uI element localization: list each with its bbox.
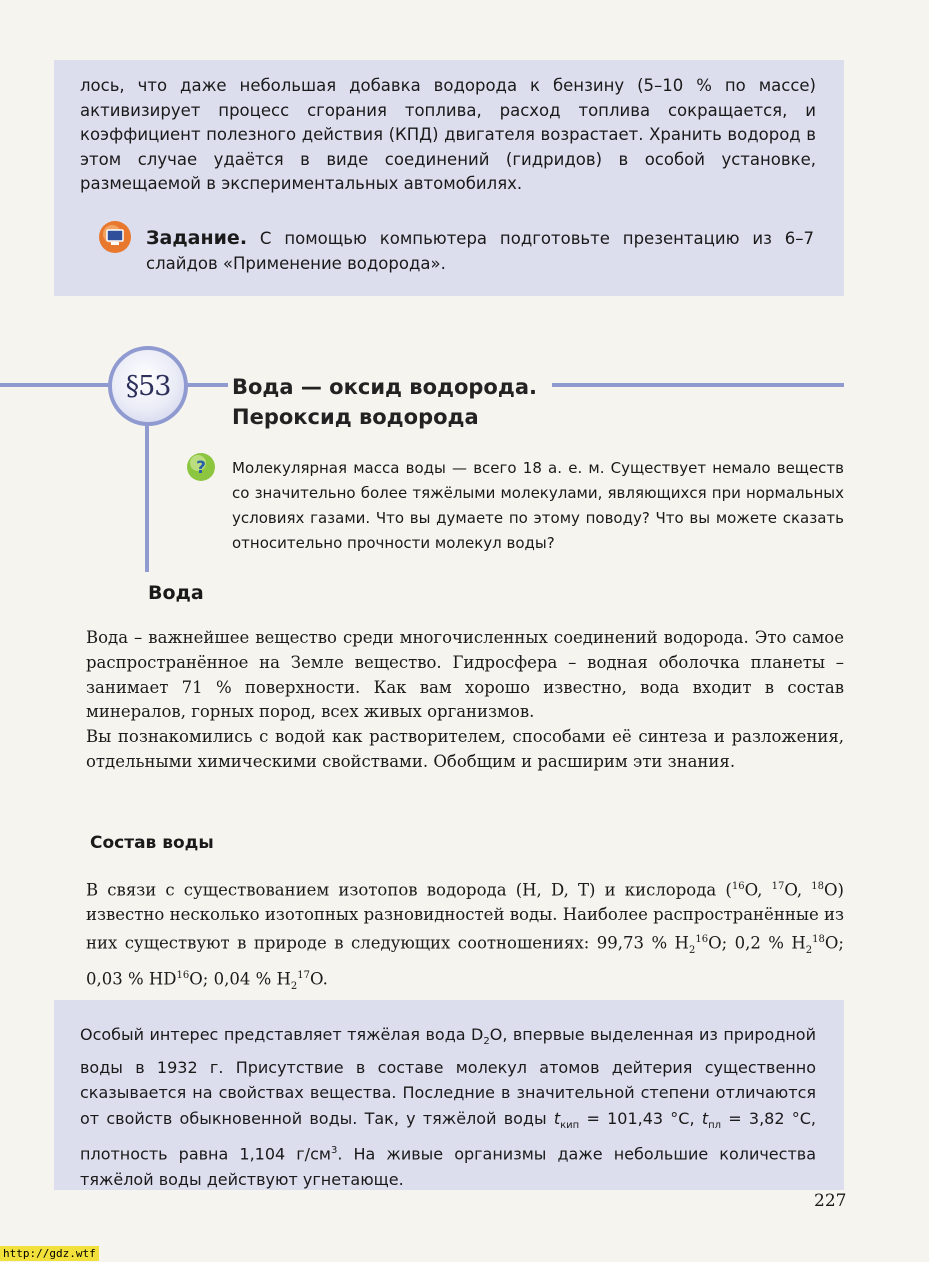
section-title-line2: Пероксид водорода bbox=[232, 405, 479, 429]
watermark-link[interactable]: http://gdz.wtf bbox=[0, 1246, 99, 1261]
section-line-right bbox=[188, 383, 228, 387]
computer-task-icon bbox=[98, 220, 132, 254]
intro-question: Молекулярная масса воды — всего 18 а. е. м. Существует немало веществ со значительно более тяжёлыми молекулами, являющихся при нормальных условиях газами. Что вы думаете по этому поводу? Что вы можете сказать относительно прочности молекул воды? bbox=[232, 459, 844, 552]
question-icon bbox=[186, 452, 216, 482]
heavy-water-paragraph: Особый интерес представляет тяжёлая вода $D_2O$, впервые выделенная из природной воды в 1932 г. Присутствие в составе молекул атомов дейтерия существенно сказывается на свойствах вещества. Последние в значительной степени отличаются от свойств обыкновенной воды. Так, у тяжёлой воды $t_{кип} = 101,43$ °C, $t_{пл} = 3,82$ °C, плотность равна 1,104 $г/см^3$. На живые организмы даже небольшие количества тяжёлой воды действуют угнетающе. bbox=[80, 1025, 817, 1190]
task-text bbox=[146, 226, 814, 276]
heavy-water-box bbox=[54, 1000, 844, 1190]
section-title bbox=[232, 372, 562, 432]
composition-heading: Состав воды bbox=[90, 833, 214, 853]
water-paragraph-1: Вода – важнейшее вещество среди многочисленных соединений водорода. Это самое распространённое на Земле вещество. Гидросфера – водная оболочка планеты – занимает 71 % поверхности. Как вам хорошо известно, вода входит в состав минералов, горных пород, всех живых организмов. bbox=[86, 628, 844, 722]
page-number: 227 bbox=[814, 1191, 847, 1211]
svg-text:?: ? bbox=[196, 458, 206, 478]
top-info-box bbox=[54, 60, 844, 296]
section-line-vertical bbox=[145, 418, 149, 572]
section-line-far bbox=[552, 383, 844, 387]
section-number: §53 bbox=[125, 370, 171, 402]
section-number-badge bbox=[108, 346, 188, 426]
task-body: С помощью компьютера подготовьте презентацию из 6–7 слайдов «Применение водорода». bbox=[146, 229, 814, 273]
task-label: Задание. bbox=[146, 227, 248, 249]
top-paragraph: лось, что даже небольшая добавка водорода к бензину (5–10 % по массе) активизирует процесс сгорания топлива, расход топлива сокращается, и коэффициент полезного действия (КПД) двигателя возрастает. Хранить водород в этом случае удаётся в виде соединений (гидридов) в особой установке, размещаемой в экспериментальных автомобилях. bbox=[80, 76, 816, 193]
water-heading: Вода bbox=[148, 582, 204, 604]
water-paragraph-2: Вы познакомились с водой как растворителем, способами её синтеза и разложения, отдельными химическими свойствами. Обобщим и расширим эти знания. bbox=[86, 727, 844, 771]
composition-paragraph: В связи с существованием изотопов водорода (H, D, T) и кислорода ($^{16}$O, $^{17}$O, $^{18}$O) известно несколько изотопных разновидностей воды. Наиболее распространённые из них существуют в природе в следующих соотношениях: 99,73 % $H_2^{16}O$; 0,2 % $H_2^{18}O$; 0,03 % HD$^{16}$O; 0,04 % $H_2^{17}O$. bbox=[86, 880, 844, 992]
section-title-line1: Вода — оксид водорода. bbox=[232, 375, 537, 399]
section-line-left bbox=[0, 383, 108, 387]
